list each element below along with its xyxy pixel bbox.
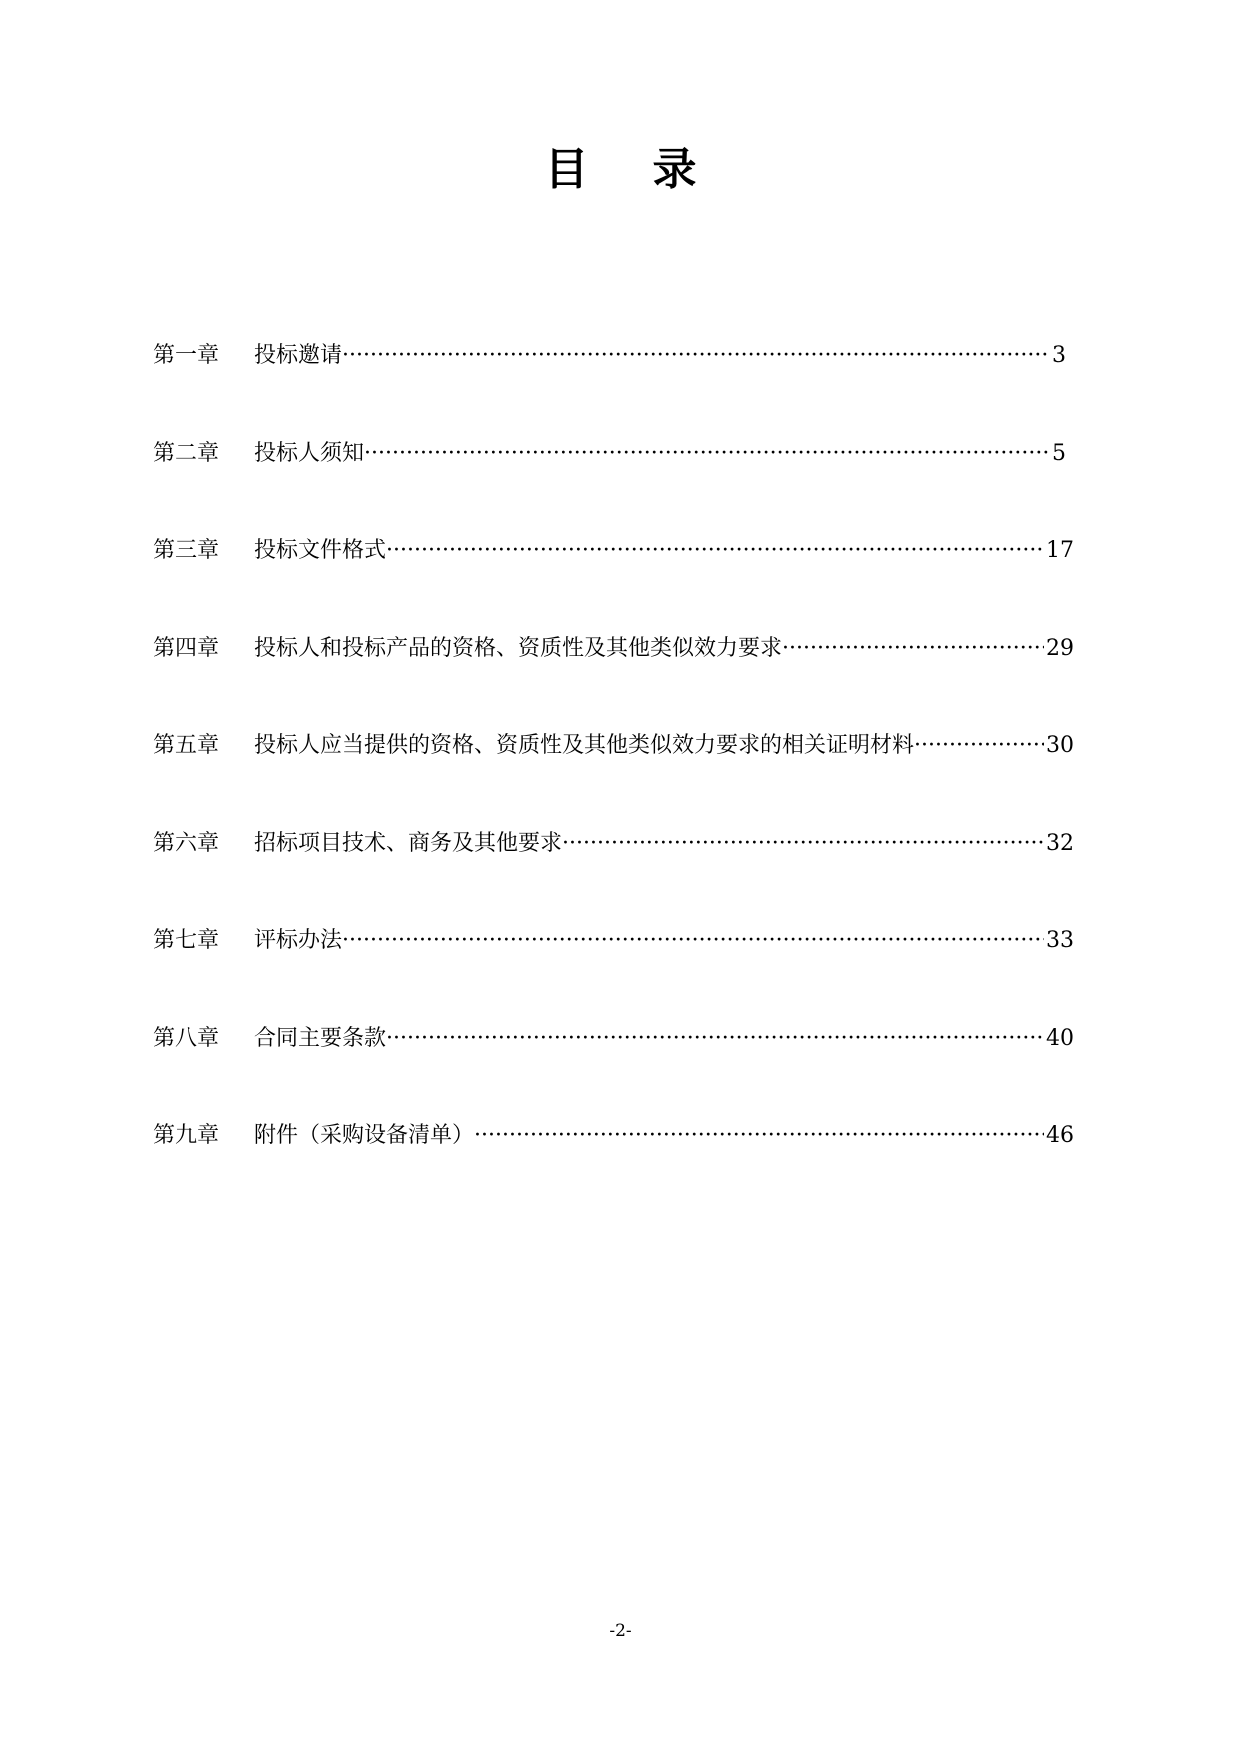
page-title: 目录 <box>544 144 761 195</box>
toc-chapter-title: 投标文件格式 <box>254 538 387 563</box>
toc-chapter-title: 投标人应当提供的资格、资质性及其他类似效力要求的相关证明材料 <box>254 733 915 758</box>
toc-dot-leader <box>342 345 1050 367</box>
toc-entry[interactable] <box>153 635 1074 736</box>
toc-page-number: 32 <box>1046 830 1074 856</box>
toc-chapter-title: 投标邀请 <box>254 343 343 368</box>
toc-chapter-title: 合同主要条款 <box>254 1025 387 1051</box>
toc-dot-leader <box>562 833 1044 855</box>
toc-chapter-number: 第九章 <box>153 1123 220 1148</box>
toc-page-number: 33 <box>1046 928 1074 953</box>
toc-dot-leader <box>342 930 1044 952</box>
toc-entry[interactable] <box>153 345 1074 443</box>
toc-page-number: 40 <box>1046 1025 1074 1051</box>
toc-entry[interactable] <box>153 540 1074 638</box>
toc-page-number: 17 <box>1046 538 1074 563</box>
toc-page-number: 5 <box>1052 440 1066 466</box>
toc-dot-leader <box>386 1028 1044 1050</box>
toc-chapter-title: 评标办法 <box>254 928 343 953</box>
toc-dot-leader <box>364 443 1050 465</box>
toc-chapter-number: 第一章 <box>153 343 220 368</box>
toc-dot-leader <box>914 735 1044 757</box>
toc-entry[interactable] <box>153 735 1074 833</box>
toc-chapter-number: 第二章 <box>153 440 220 466</box>
toc-chapter-number: 第八章 <box>153 1025 220 1051</box>
toc-chapter-number: 第四章 <box>153 635 220 661</box>
toc-entry[interactable] <box>153 1125 1074 1223</box>
table-of-contents <box>153 345 1074 1223</box>
toc-chapter-title: 招标项目技术、商务及其他要求 <box>254 830 563 856</box>
toc-dot-leader <box>782 638 1044 660</box>
toc-chapter-number: 第五章 <box>153 733 220 758</box>
toc-chapter-number: 第六章 <box>153 830 220 856</box>
toc-dot-leader <box>386 540 1044 562</box>
toc-page-number: 30 <box>1046 733 1074 758</box>
toc-page-number: 46 <box>1046 1123 1074 1148</box>
toc-chapter-number: 第三章 <box>153 538 220 563</box>
toc-entry[interactable] <box>153 440 1074 541</box>
toc-page-number: 3 <box>1052 343 1066 368</box>
toc-entry[interactable] <box>153 830 1074 931</box>
toc-page-number: 29 <box>1046 635 1074 661</box>
toc-chapter-title: 投标人和投标产品的资格、资质性及其他类似效力要求 <box>254 635 783 661</box>
toc-entry[interactable] <box>153 1025 1074 1126</box>
toc-dot-leader <box>474 1125 1044 1147</box>
toc-chapter-title: 投标人须知 <box>254 440 365 466</box>
toc-entry[interactable] <box>153 930 1074 1028</box>
toc-chapter-number: 第七章 <box>153 928 220 953</box>
toc-chapter-title: 附件（采购设备清单） <box>254 1123 475 1148</box>
page-number-footer: -2- <box>609 1621 632 1641</box>
